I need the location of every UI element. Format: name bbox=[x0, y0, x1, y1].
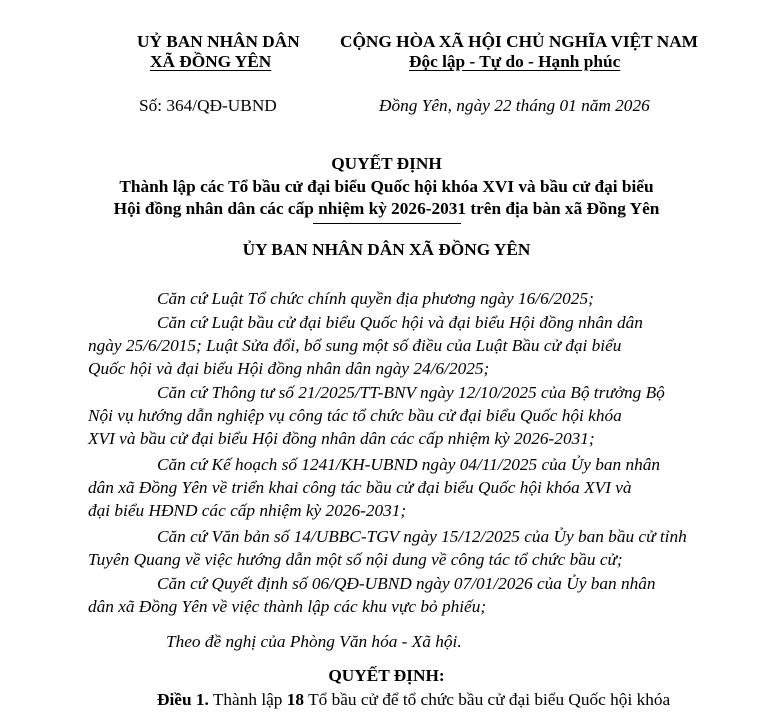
article-1 bbox=[157, 690, 670, 710]
legal-basis-4-line-2: dân xã Đồng Yên về triển khai công tác bầu cử đại biểu Quốc hội khóa XVI và bbox=[88, 478, 632, 497]
legal-basis-3-line-3: XVI và bầu cử đại biểu Hội đồng nhân dân các cấp nhiệm kỳ 2026-2031; bbox=[88, 429, 595, 448]
legal-basis-5 bbox=[88, 525, 702, 571]
issuing-org-line1: UỶ BAN NHÂN DÂN bbox=[137, 32, 300, 51]
article-1-text-before: Thành lập bbox=[212, 690, 283, 709]
decision-heading: QUYẾT ĐỊNH: bbox=[328, 666, 445, 685]
legal-basis-5-line-2: Tuyên Quang về việc hướng dẫn một số nội dung về công tác tổ chức bầu cử; bbox=[88, 550, 623, 569]
legal-basis-1-line-1: Căn cứ Luật Tổ chức chính quyền địa phương ngày 16/6/2025; bbox=[157, 289, 594, 308]
legal-basis-3 bbox=[88, 381, 702, 450]
article-1-count: 18 bbox=[286, 690, 305, 709]
legal-basis-2 bbox=[88, 311, 702, 380]
place-and-date: Đồng Yên, ngày 22 tháng 01 năm 2026 bbox=[379, 96, 650, 115]
proposal-line: Theo đề nghị của Phòng Văn hóa - Xã hội. bbox=[166, 632, 462, 651]
legal-basis-2-line-3: Quốc hội và đại biểu Hội đồng nhân dân ngày 24/6/2025; bbox=[88, 359, 490, 378]
legal-basis-4 bbox=[88, 453, 702, 522]
legal-basis-3-line-1: Căn cứ Thông tư số 21/2025/TT-BNV ngày 12/10/2025 của Bộ trưởng Bộ bbox=[157, 383, 665, 402]
subject-line-1: Thành lập các Tổ bầu cử đại biểu Quốc hội khóa XVI và bầu cử đại biểu bbox=[119, 177, 654, 196]
article-1-label: Điều 1. bbox=[157, 690, 209, 709]
legal-basis-4-line-3: đại biểu HĐND các cấp nhiệm kỳ 2026-2031; bbox=[88, 501, 407, 520]
authority-heading: ỦY BAN NHÂN DÂN XÃ ĐỒNG YÊN bbox=[242, 240, 531, 259]
national-motto: Độc lập - Tự do - Hạnh phúc bbox=[409, 52, 621, 71]
subject-line-2: Hội đồng nhân dân các cấp nhiệm kỳ 2026-2031 trên địa bàn xã Đồng Yên bbox=[113, 199, 660, 218]
national-title: CỘNG HÒA XÃ HỘI CHỦ NGHĨA VIỆT NAM bbox=[340, 32, 698, 51]
legal-basis-4-line-1: Căn cứ Kế hoạch số 1241/KH-UBND ngày 04/11/2025 của Ủy ban nhân bbox=[157, 455, 661, 474]
legal-basis-2-line-1: Căn cứ Luật bầu cử đại biểu Quốc hội và đại biểu Hội đồng nhân dân bbox=[157, 313, 643, 332]
legal-basis-1 bbox=[88, 287, 702, 310]
document-type-heading: QUYẾT ĐỊNH bbox=[331, 154, 442, 173]
legal-basis-6-line-1: Căn cứ Quyết định số 06/QĐ-UBND ngày 07/01/2026 của Ủy ban nhân bbox=[157, 574, 656, 593]
legal-basis-6 bbox=[88, 572, 702, 618]
document-number: Số: 364/QĐ-UBND bbox=[139, 96, 277, 115]
legal-basis-6-line-2: dân xã Đồng Yên về việc thành lập các khu vực bỏ phiếu; bbox=[88, 597, 487, 616]
legal-basis-5-line-1: Căn cứ Văn bản số 14/UBBC-TGV ngày 15/12/2025 của Ủy ban bầu cử tỉnh bbox=[157, 527, 687, 546]
issuing-org-line2: XÃ ĐỒNG YÊN bbox=[150, 52, 272, 71]
legal-basis-2-line-2: ngày 25/6/2015; Luật Sửa đổi, bổ sung một số điều của Luật Bầu cử đại biểu bbox=[88, 336, 622, 355]
title-underline bbox=[313, 223, 461, 224]
legal-basis-3-line-2: Nội vụ hướng dẫn nghiệp vụ công tác tổ chức bầu cử đại biểu Quốc hội khóa bbox=[88, 406, 622, 425]
article-1-text-after: Tổ bầu cử để tổ chức bầu cử đại biểu Quốc hội khóa bbox=[308, 690, 671, 709]
